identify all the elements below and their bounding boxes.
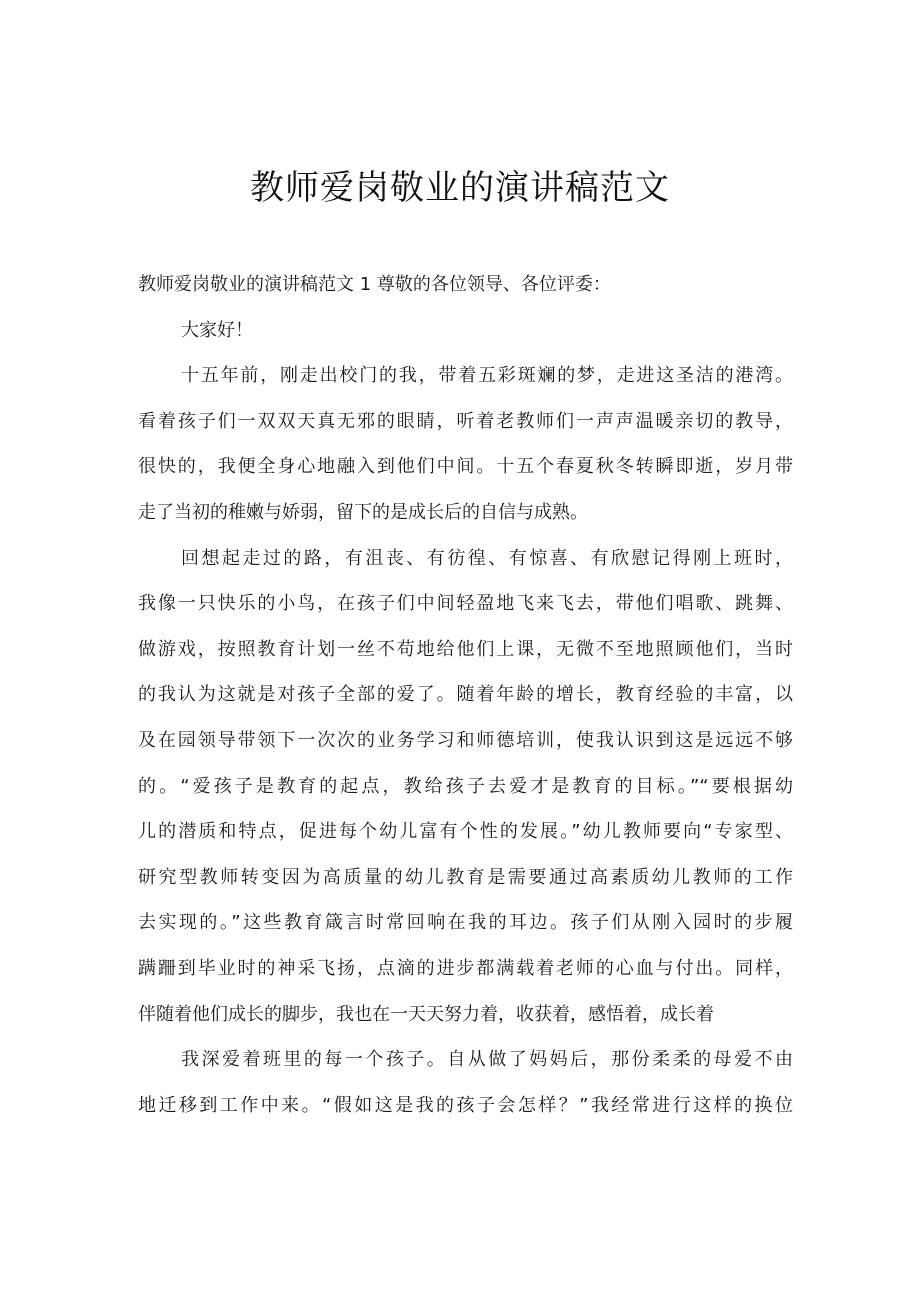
text-line: 我深爱着班里的每一个孩子。自从做了妈妈后，那份柔柔的母爱不由: [181, 1049, 793, 1071]
text-line: 走了当初的稚嫩与娇弱，留下的是成长后的自信与成熟。: [138, 501, 588, 523]
text-line: 看着孩子们一双双天真无邪的眼睛，听着老教师们一声声温暖亲切的教导，: [138, 410, 793, 432]
text-line: 及在园领导带领下一次次的业务学习和师德培训，使我认识到这是远远不够: [138, 729, 793, 751]
text-line: 去实现的。”这些教育箴言时常回响在我的耳边。孩子们从刚入园时的步履: [138, 912, 793, 934]
text-line: 蹒跚到毕业时的神采飞扬，点滴的进步都满载着老师的心血与付出。同样，: [138, 957, 793, 979]
text-line: 回想起走过的路，有沮丧、有彷徨、有惊喜、有欣慰记得刚上班时，: [181, 547, 793, 569]
text-line: 很快的，我便全身心地融入到他们中间。十五个春夏秋冬转瞬即逝，岁月带: [138, 456, 793, 478]
text-line: 十五年前，刚走出校门的我，带着五彩斑斓的梦，走进这圣洁的港湾。: [181, 365, 793, 387]
document-body: [138, 262, 793, 1128]
text-line: 地迁移到工作中来。“假如这是我的孩子会怎样？”我经常进行这样的换位: [138, 1094, 793, 1116]
text-line: 伴随着他们成长的脚步，我也在一天天努力着，收获着，感悟着，成长着: [138, 1003, 714, 1025]
document-title: 教师爱岗敬业的演讲稿范文: [250, 168, 670, 208]
text-line: 研究型教师转变因为高质量的幼儿教育是需要通过高素质幼儿教师的工作: [138, 866, 793, 888]
text-line: 做游戏，按照教育计划一丝不苟地给他们上课，无微不至地照顾他们，当时: [138, 638, 793, 660]
text-line: 儿的潜质和特点，促进每个幼儿富有个性的发展。”幼儿教师要向“专家型、: [138, 821, 793, 843]
text-line: 的。“爱孩子是教育的起点，教给孩子去爱才是教育的目标。”“要根据幼: [138, 775, 793, 797]
text-line: 教师爱岗敬业的演讲稿范文 1 尊敬的各位领导、各位评委：: [138, 274, 611, 295]
text-line: 我像一只快乐的小鸟，在孩子们中间轻盈地飞来飞去，带他们唱歌、跳舞、: [138, 593, 793, 615]
text-line: 大家好！: [181, 319, 253, 341]
text-line: 的我认为这就是对孩子全部的爱了。随着年龄的增长，教育经验的丰富，以: [138, 684, 793, 706]
